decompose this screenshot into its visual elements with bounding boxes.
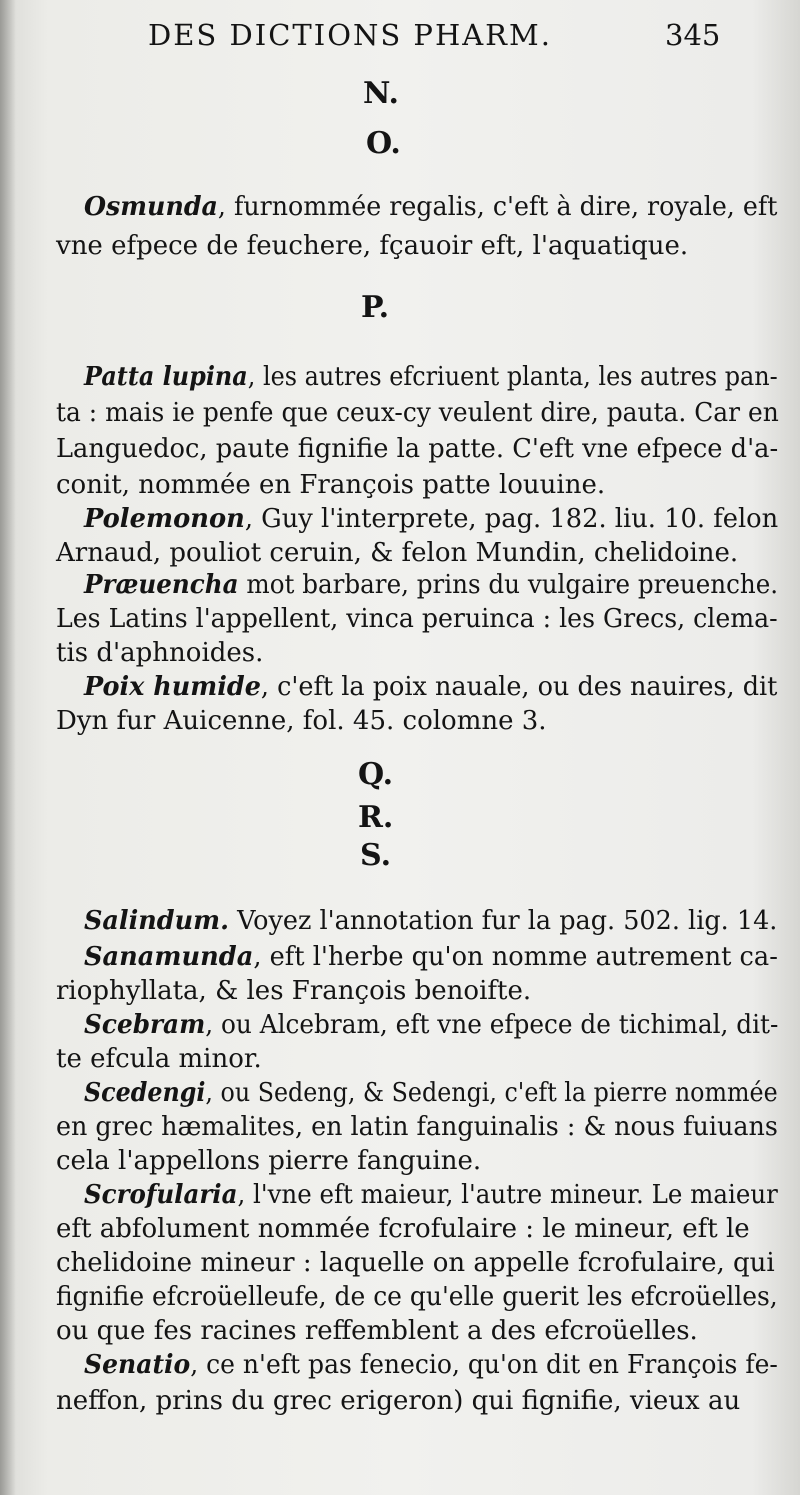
running-header xyxy=(0,14,800,54)
entry-headword: Polemonon xyxy=(84,504,245,534)
entry-scebram-line xyxy=(0,1040,800,1078)
entry-text: neffon, prins du grec erigeron) qui fignifie, vieux au xyxy=(56,1386,741,1416)
entry-preuencha-line xyxy=(0,634,800,672)
entry-text: , furnommée regalis, c'eft à dire, royale, eft xyxy=(217,192,778,222)
entry-scebram-line xyxy=(0,1006,800,1044)
entry-senatio-line xyxy=(0,1382,800,1420)
entry-scedengi-line xyxy=(0,1074,800,1112)
heading-p: P. xyxy=(361,290,390,325)
entry-text: Les Latins l'appellent, vinca peruinca : les Grecs, clema- xyxy=(56,604,778,634)
heading-q: Q. xyxy=(358,757,394,792)
entry-patta-line xyxy=(0,394,800,432)
heading-s: S. xyxy=(360,838,392,873)
entry-headword: Senatio xyxy=(84,1350,191,1380)
entry-scrofularia-line xyxy=(0,1176,800,1214)
entry-osmunda-line xyxy=(0,188,800,226)
entry-headword: Sanamunda xyxy=(84,942,254,972)
entry-headword: Præuencha xyxy=(84,570,239,600)
entry-scrofularia-line xyxy=(0,1244,800,1282)
entry-headword: Poix humide xyxy=(84,672,261,702)
entry-text: ta : mais ie penfe que ceux-cy veulent dire, pauta. Car en xyxy=(56,398,779,428)
entry-text: chelidoine mineur : laquelle on appelle fcrofulaire, qui xyxy=(56,1248,775,1278)
entry-sanamunda-line xyxy=(0,938,800,976)
entry-headword: Scedengi xyxy=(84,1078,206,1108)
entry-preuencha-line xyxy=(0,566,800,604)
entry-patta-line xyxy=(0,466,800,504)
entry-text: , l'vne eft maieur, l'autre mineur. Le maieur xyxy=(237,1180,778,1210)
page-number: 345 xyxy=(665,18,721,52)
running-title: DES DICTIONS PHARM. xyxy=(148,18,552,52)
entry-text: conit, nommée en François patte louuine. xyxy=(56,470,606,500)
entry-text: ou que fes racines reffemblent a des efcroüelles. xyxy=(56,1316,698,1346)
entry-text: , eft l'herbe qu'on nomme autrement ca- xyxy=(253,942,778,972)
entry-text: mot barbare, prins du vulgaire preuenche. xyxy=(238,570,779,600)
entry-text: , ou Alcebram, eft vne efpece de tichimal, dit- xyxy=(205,1010,779,1040)
entry-scedengi-line xyxy=(0,1142,800,1180)
entry-text: , Guy l'interprete, pag. 182. liu. 10. felon xyxy=(244,504,779,534)
entry-text: eft abfolument nommée fcrofulaire : le mineur, eft le xyxy=(56,1214,750,1244)
entry-text: cela l'appellons pierre fanguine. xyxy=(56,1146,482,1176)
entry-preuencha-line xyxy=(0,600,800,638)
entry-salindum-line xyxy=(0,902,800,940)
entry-patta-line xyxy=(0,358,800,396)
entry-sanamunda-line xyxy=(0,972,800,1010)
entry-scrofularia-line xyxy=(0,1278,800,1316)
entry-scedengi-line xyxy=(0,1108,800,1146)
entry-scrofularia-line xyxy=(0,1312,800,1350)
entry-text: , les autres efcriuent planta, les autres pan- xyxy=(247,362,778,392)
entry-text: riophyllata, & les François benoifte. xyxy=(56,976,532,1006)
entry-text: , ou Sedeng, & Sedengi, c'eft la pierre nommée xyxy=(205,1078,778,1108)
entry-text: Languedoc, paute fignifie la patte. C'eft vne efpece d'a- xyxy=(56,434,779,464)
entry-polemonon-line xyxy=(0,500,800,538)
entry-text: , c'eft la poix nauale, ou des nauires, dit xyxy=(260,672,778,702)
entry-text: , ce n'eft pas fenecio, qu'on dit en François fe- xyxy=(190,1350,778,1380)
entry-headword: Scebram xyxy=(84,1010,206,1040)
entry-text: Dyn fur Auicenne, fol. 45. colomne 3. xyxy=(56,706,547,736)
entry-text: tis d'aphnoides. xyxy=(56,638,264,668)
entry-headword: Patta lupina xyxy=(84,362,248,392)
heading-r: R. xyxy=(358,800,394,835)
entry-text: Arnaud, pouliot ceruin, & felon Mundin, chelidoine. xyxy=(56,538,739,568)
entry-senatio-line xyxy=(0,1346,800,1384)
entry-text: en grec hæmalites, en latin fanguinalis : & nous fuiuans xyxy=(56,1112,778,1142)
entry-patta-line xyxy=(0,430,800,468)
entry-text: fignifie efcroüelleufe, de ce qu'elle guerit les efcroüelles, xyxy=(56,1282,778,1312)
entry-osmunda-line xyxy=(0,227,800,265)
heading-n: N. xyxy=(363,76,399,111)
entry-text: te efcula minor. xyxy=(56,1044,262,1074)
entry-poix-line xyxy=(0,702,800,740)
heading-o: O. xyxy=(366,126,401,161)
entry-headword: Salindum. xyxy=(84,906,229,936)
entry-scrofularia-line xyxy=(0,1210,800,1248)
entry-poix-line xyxy=(0,668,800,706)
entry-text: Voyez l'annotation fur la pag. 502. lig. 14. xyxy=(228,906,778,936)
entry-headword: Osmunda xyxy=(84,192,218,222)
entry-headword: Scrofularia xyxy=(84,1180,238,1210)
entry-text: vne efpece de feuchere, fçauoir eft, l'aquatique. xyxy=(56,231,689,261)
